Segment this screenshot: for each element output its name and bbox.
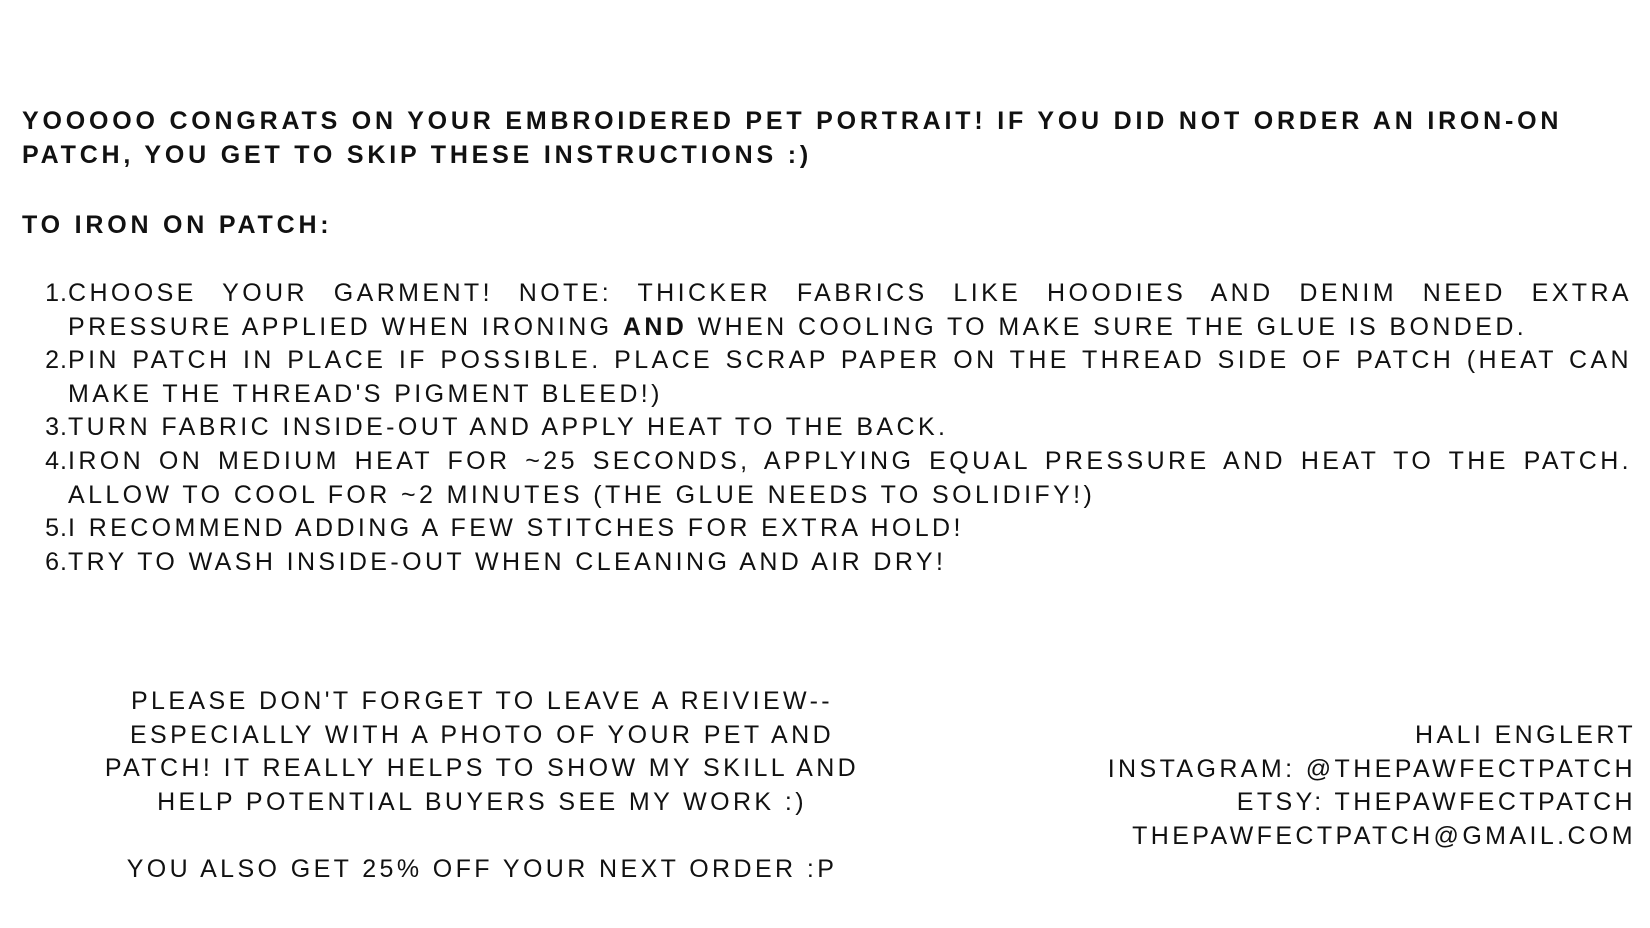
step-number: 6. bbox=[45, 547, 68, 576]
step-item bbox=[22, 512, 1632, 546]
step-text-part: WHEN COOLING TO MAKE SURE THE GLUE IS BONDED. bbox=[697, 312, 1528, 341]
step-text: PIN PATCH IN PLACE IF POSSIBLE. PLACE SCRAP PAPER ON THE THREAD SIDE OF PATCH (HEAT CAN MAKE THE THREAD'S PIGMENT BLEED!) bbox=[68, 346, 1632, 408]
step-item bbox=[22, 344, 1632, 411]
step-text: TRY TO WASH INSIDE-OUT WHEN CLEANING AND AIR DRY! bbox=[68, 547, 947, 576]
step-number: 3. bbox=[45, 413, 68, 442]
contact-etsy: ETSY: THEPAWFECTPATCH bbox=[1236, 788, 1636, 817]
step-text bbox=[68, 277, 1632, 344]
review-request bbox=[82, 685, 882, 887]
spacer bbox=[82, 819, 882, 853]
step-number: 5. bbox=[45, 514, 68, 543]
step-text: IRON ON MEDIUM HEAT FOR ~25 SECONDS, APPLYING EQUAL PRESSURE AND HEAT TO THE PATCH. ALLOW TO COOL FOR ~2 MINUTES (THE GLUE NEEDS TO SOLIDIFY!) bbox=[68, 446, 1632, 509]
contact-instagram: INSTAGRAM: @THEPAWFECTPATCH bbox=[1107, 754, 1636, 783]
contact-info bbox=[936, 719, 1636, 853]
step-emphasis: AND bbox=[622, 312, 688, 341]
step-text-part: CHOOSE YOUR GARMENT! NOTE: THICKER FABRICS LIKE HOODIES AND DENIM NEED EXTRA PRESSURE APPLIED WHEN IRONING bbox=[68, 279, 1632, 341]
section-heading: TO IRON ON PATCH: bbox=[22, 211, 333, 239]
discount-note: YOU ALSO GET 25% OFF YOUR NEXT ORDER :P bbox=[126, 854, 838, 883]
step-item bbox=[22, 411, 1632, 445]
step-number: 2. bbox=[45, 346, 68, 375]
step-item bbox=[22, 445, 1632, 512]
step-text: TURN FABRIC INSIDE-OUT AND APPLY HEAT TO THE BACK. bbox=[68, 413, 949, 442]
review-message: PLEASE DON'T FORGET TO LEAVE A REIVIEW-- ESPECIALLY WITH A PHOTO OF YOUR PET AND PATCH! IT REALLY HELPS TO SHOW MY SKILL AND HELP POTENTIAL BUYERS SEE MY WORK :) bbox=[104, 687, 860, 816]
instruction-steps bbox=[22, 277, 1632, 579]
step-item bbox=[22, 277, 1632, 344]
intro-heading: YOOOOO CONGRATS ON YOUR EMBROIDERED PET PORTRAIT! IF YOU DID NOT ORDER AN IRON-ON PATCH, YOU GET TO SKIP THESE INSTRUCTIONS :) bbox=[22, 107, 1563, 169]
step-text: I RECOMMEND ADDING A FEW STITCHES FOR EXTRA HOLD! bbox=[68, 514, 964, 543]
contact-name: HALI ENGLERT bbox=[1415, 721, 1636, 749]
step-number: 4. bbox=[45, 446, 68, 475]
step-number: 1. bbox=[45, 279, 68, 307]
contact-email: THEPAWFECTPATCH@GMAIL.COM bbox=[1132, 821, 1636, 850]
step-item bbox=[22, 546, 1632, 580]
